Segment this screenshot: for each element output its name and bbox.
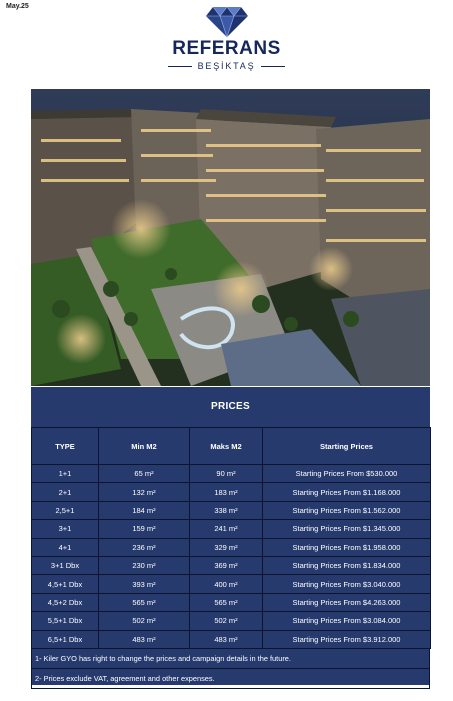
cell-price: Starting Prices From $4.263.000 <box>263 593 431 611</box>
cell-price: Starting Prices From $3.084.000 <box>263 612 431 630</box>
table-row <box>32 538 431 556</box>
cell-max: 338 m² <box>190 501 263 519</box>
cell-min: 565 m² <box>99 593 190 611</box>
cell-min: 502 m² <box>99 612 190 630</box>
brand-subtitle: BEŞİKTAŞ <box>197 61 256 71</box>
table-row <box>32 630 431 648</box>
diamond-icon <box>205 6 249 38</box>
cell-type: 2+1 <box>32 483 99 501</box>
cell-min: 159 m² <box>99 520 190 538</box>
cell-type: 5,5+1 Dbx <box>32 612 99 630</box>
subtitle-right-line <box>261 66 285 67</box>
table-row <box>32 465 431 483</box>
table-row <box>32 575 431 593</box>
brand-logo <box>0 6 453 82</box>
table-row <box>32 520 431 538</box>
prices-panel <box>31 387 430 685</box>
document-date: May.25 <box>6 3 29 10</box>
table-row <box>32 501 431 519</box>
cell-price: Starting Prices From $1.345.000 <box>263 520 431 538</box>
table-row <box>32 612 431 630</box>
cell-min: 393 m² <box>99 575 190 593</box>
header-type: TYPE <box>32 428 99 465</box>
brand-subtitle-row <box>0 61 453 72</box>
cell-type: 3+1 Dbx <box>32 556 99 574</box>
project-render-photo <box>31 89 430 386</box>
cell-type: 3+1 <box>32 520 99 538</box>
cell-price: Starting Prices From $1.168.000 <box>263 483 431 501</box>
cell-type: 4,5+2 Dbx <box>32 593 99 611</box>
cell-min: 483 m² <box>99 630 190 648</box>
cell-type: 4,5+1 Dbx <box>32 575 99 593</box>
cell-price: Starting Prices From $1.834.000 <box>263 556 431 574</box>
cell-max: 400 m² <box>190 575 263 593</box>
prices-title: PRICES <box>210 401 251 412</box>
prices-header-row <box>32 428 431 465</box>
cell-max: 369 m² <box>190 556 263 574</box>
cell-max: 329 m² <box>190 538 263 556</box>
cell-type: 4+1 <box>32 538 99 556</box>
cell-min: 132 m² <box>99 483 190 501</box>
cell-price: Starting Prices From $3.912.000 <box>263 630 431 648</box>
cell-price: Starting Prices From $1.958.000 <box>263 538 431 556</box>
cell-type: 1+1 <box>32 465 99 483</box>
cell-max: 241 m² <box>190 520 263 538</box>
price-note-2: 2- Prices exclude VAT, agreement and other expenses. <box>31 669 430 689</box>
price-note-1: 1- Kiler GYO has right to change the prices and campaign details in the future. <box>31 649 430 669</box>
night-aerial-illustration <box>31 89 430 386</box>
cell-type: 2,5+1 <box>32 501 99 519</box>
cell-max: 90 m² <box>190 465 263 483</box>
cell-price: Starting Prices From $1.562.000 <box>263 501 431 519</box>
brand-name: REFERANS <box>172 38 281 59</box>
header-maks-m2: Maks M2 <box>190 428 263 465</box>
table-row <box>32 556 431 574</box>
cell-type: 6,5+1 Dbx <box>32 630 99 648</box>
cell-price: Starting Prices From $3.040.000 <box>263 575 431 593</box>
table-row <box>32 483 431 501</box>
header-starting-prices: Starting Prices <box>263 428 431 465</box>
subtitle-left-line <box>168 66 192 67</box>
cell-max: 483 m² <box>190 630 263 648</box>
cell-min: 184 m² <box>99 501 190 519</box>
cell-min: 65 m² <box>99 465 190 483</box>
table-row <box>32 593 431 611</box>
header-min-m2: Min M2 <box>99 428 190 465</box>
cell-max: 565 m² <box>190 593 263 611</box>
cell-price: Starting Prices From $530.000 <box>263 465 431 483</box>
cell-min: 230 m² <box>99 556 190 574</box>
cell-max: 183 m² <box>190 483 263 501</box>
prices-table <box>31 427 431 649</box>
cell-min: 236 m² <box>99 538 190 556</box>
cell-max: 502 m² <box>190 612 263 630</box>
